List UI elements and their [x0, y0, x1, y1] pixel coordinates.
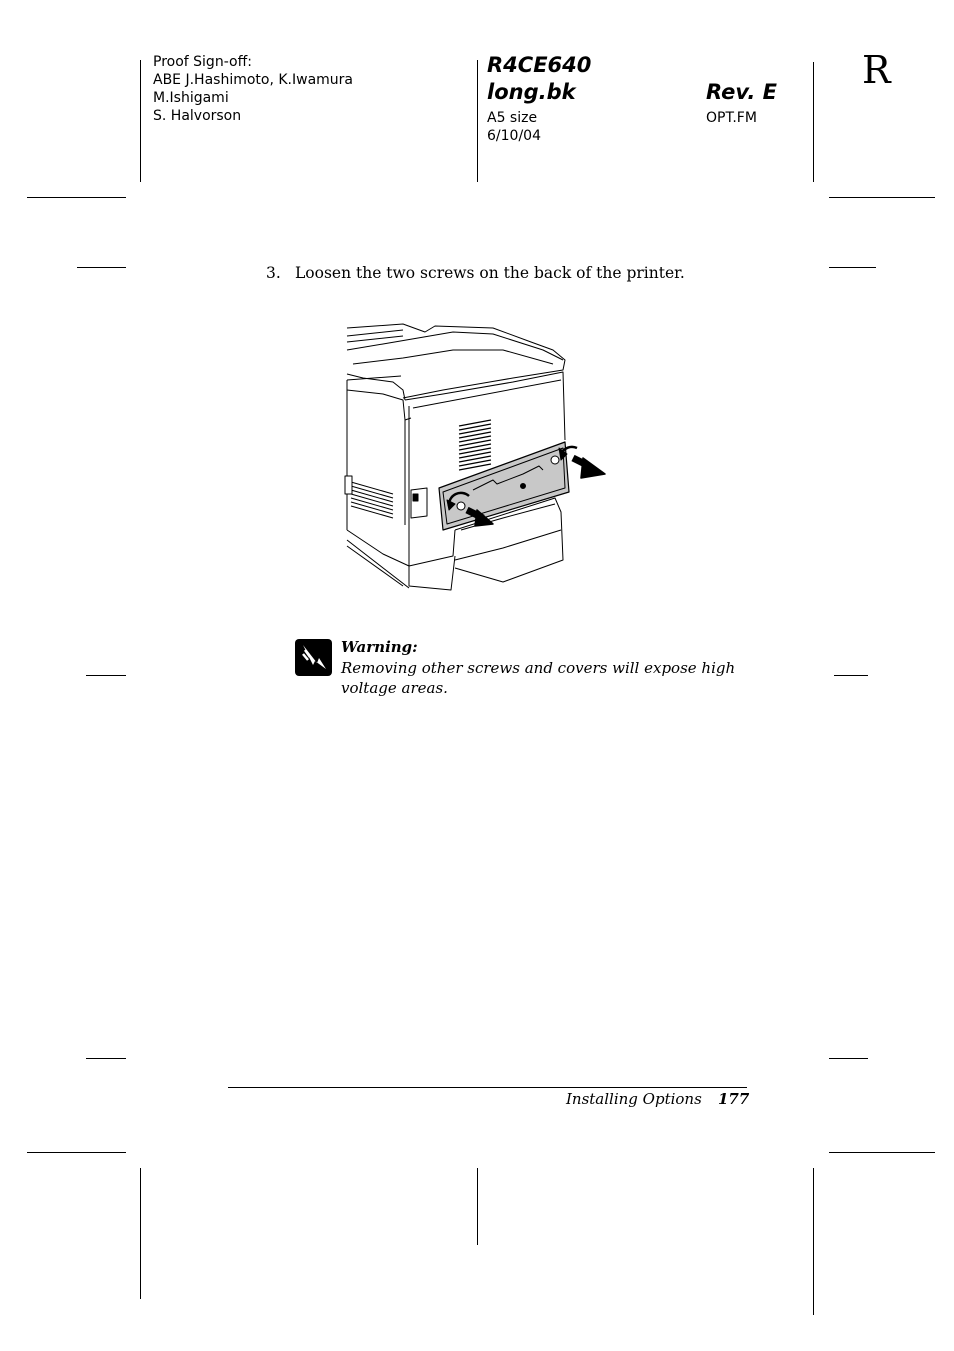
crop-mark — [829, 1152, 935, 1153]
signoff-line: M.Ishigami — [153, 90, 229, 106]
crop-mark — [829, 267, 876, 268]
crop-mark — [829, 1058, 868, 1059]
corner-mark: R — [862, 48, 891, 92]
footer-section: Installing Options — [566, 1090, 702, 1108]
crop-mark — [813, 62, 814, 182]
crop-mark — [27, 197, 126, 198]
crop-mark — [27, 1152, 126, 1153]
file-name: OPT.FM — [706, 110, 757, 126]
step-item — [266, 262, 685, 284]
crop-mark — [477, 1168, 478, 1245]
crop-mark — [477, 60, 478, 182]
proof-signoff — [153, 53, 353, 125]
printer-back-cover-illustration — [343, 320, 613, 592]
crop-mark — [86, 675, 126, 676]
warning-text: Removing other screws and covers will expose high voltage areas. — [341, 659, 736, 697]
crop-mark — [829, 197, 935, 198]
page-number: 177 — [718, 1090, 750, 1108]
warning-lightning-icon — [295, 639, 332, 676]
crop-mark — [77, 267, 126, 268]
crop-mark — [86, 1058, 126, 1059]
crop-mark — [834, 675, 868, 676]
warning-title: Warning: — [341, 638, 418, 656]
revision: Rev. E — [706, 80, 777, 104]
step-text: Loosen the two screws on the back of the printer. — [295, 264, 685, 282]
doc-code: R4CE640 — [487, 53, 592, 77]
signoff-line: Proof Sign-off: — [153, 54, 252, 70]
footer-rule — [228, 1087, 747, 1088]
paper-size: A5 size — [487, 110, 538, 126]
crop-mark — [813, 1168, 814, 1315]
step-number: 3. — [266, 264, 281, 282]
signoff-line: S. Halvorson — [153, 108, 242, 124]
crop-mark — [140, 1168, 141, 1299]
signoff-line: ABE J.Hashimoto, K.Iwamura — [153, 72, 354, 88]
doc-date: 6/10/04 — [487, 128, 541, 144]
book-name: long.bk — [487, 80, 576, 104]
crop-mark — [140, 60, 141, 182]
